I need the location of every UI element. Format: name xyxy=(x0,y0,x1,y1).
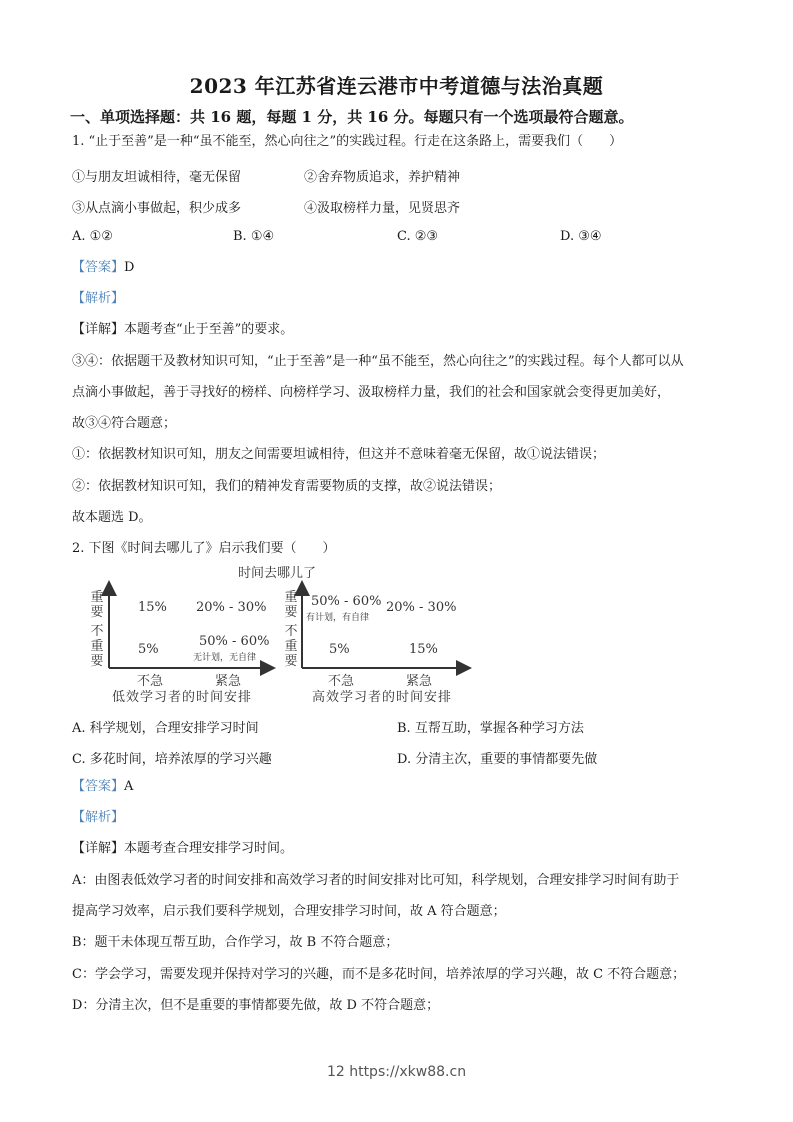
q1-statement-4: ④汲取榜样力量，见贤思齐 xyxy=(304,201,461,216)
page-title: 2023 年江苏省连云港市中考道德与法治真题 xyxy=(189,74,604,98)
q1-detail xyxy=(72,322,293,338)
q1-option-a: A. ①② xyxy=(72,229,113,244)
answer-value: D xyxy=(124,260,135,275)
q2-option-b: B. 互帮互助，掌握各种学习方法 xyxy=(397,721,584,736)
y-label-unimportant: 不重要 xyxy=(284,624,298,669)
q1-option-c: C. ②③ xyxy=(397,229,439,244)
x-label-not-urgent: 不急 xyxy=(137,674,164,689)
high-unimportant-not-urgent: 5% xyxy=(329,642,350,657)
time-allocation-diagram xyxy=(82,562,482,704)
high-note: 有计划，有自律 xyxy=(306,613,370,623)
detail-label: 【详解】 xyxy=(72,322,125,337)
q1-explanation-line: 故本题选 D。 xyxy=(72,510,152,525)
q1-explanation-line: ③④：依据题干及教材知识可知，“止于至善”是一种“虽不能至，然心向往之”的实践过程。每个人都可以从 xyxy=(72,354,684,369)
low-unimportant-not-urgent: 5% xyxy=(138,642,159,657)
q1-explanation-line: 故③④符合题意； xyxy=(72,416,177,431)
q1-answer xyxy=(72,260,134,276)
q2-answer xyxy=(72,779,133,795)
q1-explanation-line: ②：依据教材知识可知，我们的精神发育需要物质的支撑，故②说法错误； xyxy=(72,479,502,494)
high-unimportant-urgent: 15% xyxy=(409,642,438,657)
x-label-urgent: 紧急 xyxy=(406,674,433,689)
q2-explanation-line: A：由图表低效学习者的时间安排和高效学习者的时间安排对比可知，科学规划，合理安排学习时间有助于 xyxy=(72,873,680,888)
q2-option-a: A. 科学规划，合理安排学习时间 xyxy=(72,721,259,736)
high-important-urgent: 20% - 30% xyxy=(386,600,457,615)
low-important-not-urgent: 15% xyxy=(138,600,167,615)
low-caption: 低效学习者的时间安排 xyxy=(112,690,253,705)
q2-explanation-line: B：题干未体现互帮互助，合作学习，故 B 不符合题意； xyxy=(72,935,399,950)
q1-explanation-line: 点滴小事做起，善于寻找好的榜样、向榜样学习、汲取榜样力量，我们的社会和国家就会变得更加美好， xyxy=(72,385,671,400)
q1-explanation-line: ①：依据教材知识可知，朋友之间需要坦诚相待，但这并不意味着毫无保留，故①说法错误； xyxy=(72,447,606,462)
detail-intro: 本题考查“止于至善”的要求。 xyxy=(124,322,294,337)
high-caption: 高效学习者的时间安排 xyxy=(312,690,453,705)
q2-explanation-line: C：学会学习，需要发现并保持对学习的兴趣，而不是多花时间，培养浓厚的学习兴趣，故 C 不符合题意； xyxy=(72,967,686,982)
low-unimportant-urgent: 50% - 60% xyxy=(199,634,270,649)
answer-label: 【答案】 xyxy=(72,779,125,794)
q1-option-b: B. ①④ xyxy=(233,229,275,244)
q2-stem: 2. 下图《时间去哪儿了》启示我们要（ ） xyxy=(72,541,336,556)
q2-option-c: C. 多花时间，培养浓厚的学习兴趣 xyxy=(72,752,272,767)
q2-explanation-line: D：分清主次，但不是重要的事情都要先做，故 D 不符合题意； xyxy=(72,998,440,1013)
q2-option-d: D. 分清主次，重要的事情都要先做 xyxy=(397,752,598,767)
q1-statement-3: ③从点滴小事做起，积少成多 xyxy=(72,201,242,216)
detail-label: 【详解】 xyxy=(72,841,125,856)
q1-option-d: D. ③④ xyxy=(560,229,602,244)
section-heading: 一、单项选择题：共 16 题，每题 1 分，共 16 分。每题只有一个选项最符合题意。 xyxy=(70,108,634,126)
low-important-urgent: 20% - 30% xyxy=(196,600,267,615)
q1-statement-1: ①与朋友坦诚相待，毫无保留 xyxy=(72,170,242,185)
q2-analysis-label: 【解析】 xyxy=(72,810,125,825)
answer-label: 【答案】 xyxy=(72,260,125,275)
q1-statement-2: ②舍弃物质追求，养护精神 xyxy=(304,170,461,185)
q1-stem: 1. “止于至善”是一种“虽不能至，然心向往之”的实践过程。行走在这条路上，需要我们（ ） xyxy=(72,134,623,149)
high-important-not-urgent: 50% - 60% xyxy=(311,594,382,609)
y-label-important: 重要 xyxy=(90,590,104,620)
y-label-unimportant: 不重要 xyxy=(90,624,104,669)
x-label-not-urgent: 不急 xyxy=(328,674,355,689)
page-footer[interactable]: 12 https://xkw88.cn xyxy=(326,1064,467,1080)
y-label-important: 重要 xyxy=(284,590,298,620)
diagram-title: 时间去哪儿了 xyxy=(238,566,317,581)
q2-explanation-line: 提高学习效率，启示我们要科学规划，合理安排学习时间，故 A 符合题意； xyxy=(72,904,506,919)
detail-intro: 本题考查合理安排学习时间。 xyxy=(124,841,294,856)
q2-detail xyxy=(72,841,293,857)
q1-analysis-label: 【解析】 xyxy=(72,291,125,306)
low-note: 无计划，无自律 xyxy=(193,653,257,663)
answer-value: A xyxy=(124,779,134,794)
x-label-urgent: 紧急 xyxy=(215,674,242,689)
